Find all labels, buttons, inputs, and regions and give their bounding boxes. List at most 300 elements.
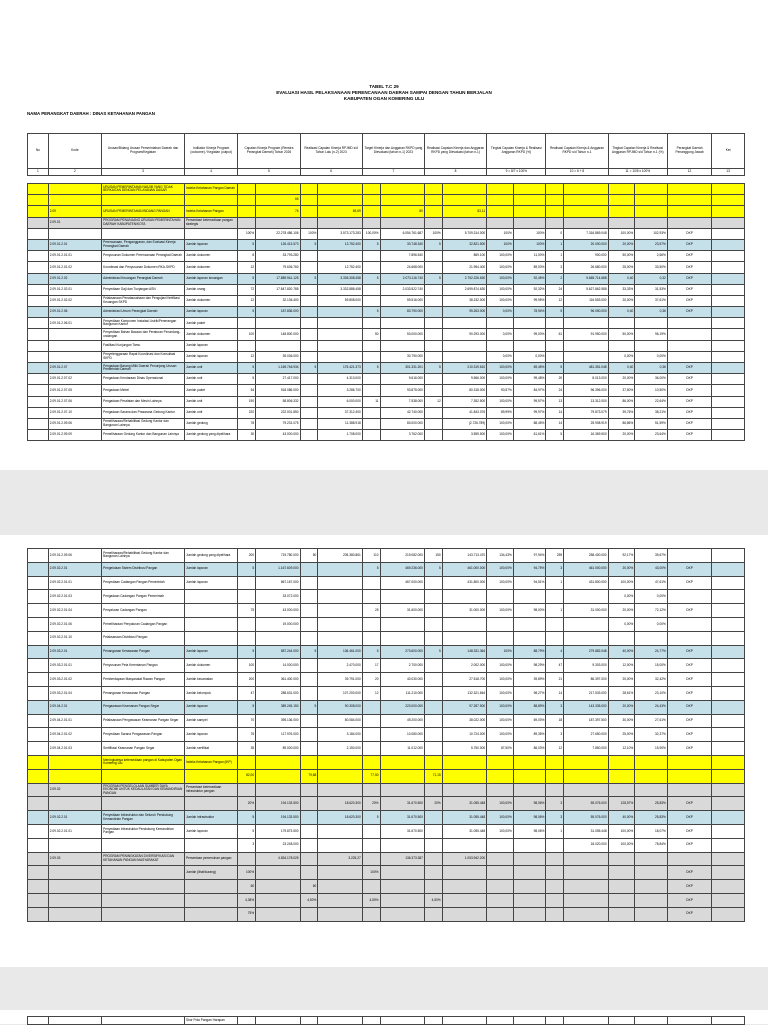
table-row [28, 396, 745, 407]
note-cell [712, 351, 745, 362]
value-cell: 100,00% [487, 811, 514, 825]
value-cell: 6.054.761.687 [380, 228, 424, 239]
code-cell: 2.09.01.2.07 [48, 363, 101, 374]
value-cell: 40,00% [608, 811, 635, 825]
value-cell [256, 866, 300, 880]
value-cell: 100 [238, 659, 256, 673]
value-cell [564, 893, 608, 907]
row-number-cell [28, 407, 49, 418]
table-row [28, 576, 745, 590]
value-cell [256, 783, 300, 797]
value-cell [300, 217, 318, 228]
value-cell: 20,00% [608, 562, 635, 576]
value-cell: 1 [546, 604, 564, 618]
value-cell: 99,97% [513, 407, 546, 418]
value-cell [424, 673, 442, 687]
value-cell [608, 217, 635, 228]
value-cell: 90,57% [487, 385, 514, 396]
value-cell: 24,43% [635, 700, 668, 714]
program-name-cell: Pengadaan Cadangan Pangan Pemerintah [102, 590, 185, 604]
row-number-cell [28, 340, 49, 351]
value-cell [424, 206, 442, 217]
value-cell [487, 866, 514, 880]
table-row [28, 880, 745, 894]
value-cell [300, 576, 318, 590]
header-cell: Realisasi Capaian Kinerja & Anggaran RKPD s/d Tahun n-1 [546, 134, 608, 169]
value-cell: 32.821.500 [442, 239, 486, 250]
value-cell: 53.000.000 [380, 329, 424, 340]
value-cell [442, 631, 486, 645]
program-name-cell: Pemeliharaan Penyaluran Cadangan Pangan [102, 617, 185, 631]
code-cell: 2.09.01.2.06 [48, 307, 101, 318]
responsible-unit-cell: DKP [667, 880, 711, 894]
program-name-cell [102, 1017, 185, 1025]
note-cell [712, 228, 745, 239]
note-cell [712, 206, 745, 217]
value-cell: 38,21% [635, 407, 668, 418]
responsible-unit-cell [667, 852, 711, 866]
value-cell: 2.033.522.740 [380, 284, 424, 295]
value-cell: 0,00% [608, 351, 635, 362]
row-number-cell [28, 1017, 49, 1025]
indicator-cell [185, 838, 238, 852]
value-cell: 39,67% [635, 549, 668, 563]
value-cell [546, 631, 564, 645]
value-cell [513, 217, 546, 228]
value-cell [362, 184, 380, 195]
row-number-cell [28, 783, 49, 797]
value-cell [362, 407, 380, 418]
value-cell: 3 [546, 728, 564, 742]
value-cell [635, 318, 668, 329]
indicator-cell: Jumlah infrastruktur [185, 811, 238, 825]
value-cell [546, 184, 564, 195]
value-cell [424, 284, 442, 295]
value-cell [635, 184, 668, 195]
value-cell: 100,00% [487, 295, 514, 306]
value-cell [442, 340, 486, 351]
indicator-cell: Indeks Ketahanan Pangan [185, 206, 238, 217]
value-cell: 28,61% [608, 686, 635, 700]
code-cell [48, 893, 101, 907]
value-cell: 2.470.000 [318, 659, 362, 673]
value-cell [546, 340, 564, 351]
value-cell [424, 430, 442, 441]
value-cell: 83.000.000 [380, 418, 424, 429]
value-cell: 20.000.000 [564, 239, 608, 250]
row-number-cell [28, 824, 49, 838]
header-number: 7 [362, 169, 424, 176]
table-row [28, 206, 745, 217]
value-cell: 71,15 [424, 769, 442, 783]
value-cell [608, 880, 635, 894]
value-cell [513, 318, 546, 329]
value-cell: 95.263.000 [442, 307, 486, 318]
value-cell: 78,94% [513, 307, 546, 318]
value-cell [256, 318, 300, 329]
value-cell: 20% [424, 797, 442, 811]
value-cell: 100,00% [487, 363, 514, 374]
table-row [28, 866, 745, 880]
value-cell: 76 [238, 728, 256, 742]
value-cell: 72 [238, 284, 256, 295]
value-cell: 88,79% [513, 645, 546, 659]
table-row [28, 604, 745, 618]
value-cell: 89,00% [513, 262, 546, 273]
value-cell [424, 262, 442, 273]
responsible-unit-cell [667, 590, 711, 604]
code-cell [48, 769, 101, 783]
table-row [28, 284, 745, 295]
program-name-cell [102, 195, 185, 206]
value-cell: 99,00% [513, 329, 546, 340]
value-cell [424, 374, 442, 385]
value-cell: 18,07% [635, 824, 668, 838]
code-cell: 2.09.02.2.01 [48, 811, 101, 825]
value-cell: 100% [487, 239, 514, 250]
value-cell [546, 206, 564, 217]
table-row [28, 562, 745, 576]
value-cell: 86,86% [608, 418, 635, 429]
value-cell [608, 907, 635, 921]
value-cell: 5 [362, 645, 380, 659]
value-cell [564, 184, 608, 195]
value-cell: 12 [362, 686, 380, 700]
value-cell: 134,43% [487, 549, 514, 563]
value-cell [424, 811, 442, 825]
value-cell [238, 184, 256, 195]
note-cell [712, 700, 745, 714]
note-cell [712, 430, 745, 441]
value-cell [564, 195, 608, 206]
value-cell: 100,00% [362, 228, 380, 239]
value-cell [608, 1017, 635, 1025]
value-cell [256, 880, 300, 894]
value-cell [300, 659, 318, 673]
value-cell: 200 [238, 673, 256, 687]
value-cell [546, 893, 564, 907]
value-cell: 0,40 [608, 307, 635, 318]
value-cell [318, 217, 362, 228]
code-cell [48, 907, 101, 921]
value-cell: 21.954.400 [442, 262, 486, 273]
value-cell [635, 893, 668, 907]
code-cell [48, 755, 101, 769]
indicator-cell: Jumlah dokumen [185, 251, 238, 262]
header-cell: Realisasi Capaian Kinerja RPJMD s/d Tahun Lalu (n-2) 2023 [300, 134, 362, 169]
note-cell [712, 907, 745, 921]
row-number-cell [28, 239, 49, 250]
value-cell: 100,00% [487, 673, 514, 687]
value-cell [424, 576, 442, 590]
row-number-cell [28, 284, 49, 295]
value-cell [424, 295, 442, 306]
value-cell: 100,00% [487, 251, 514, 262]
value-cell [513, 184, 546, 195]
value-cell: 23,10% [635, 686, 668, 700]
value-cell: 86,03% [513, 742, 546, 756]
value-cell: 5 [238, 562, 256, 576]
value-cell [318, 880, 362, 894]
value-cell: 25,00% [608, 262, 635, 273]
value-cell: 38.232.000 [442, 295, 486, 306]
value-cell: 4.834.178.025 [256, 852, 300, 866]
value-cell: 20,00% [608, 700, 635, 714]
value-cell: 100,00% [487, 659, 514, 673]
responsible-unit-cell [667, 318, 711, 329]
table-row [28, 430, 745, 441]
row-number-cell [28, 590, 49, 604]
value-cell [424, 866, 442, 880]
value-cell: 59.808.000 [318, 295, 362, 306]
program-name-cell [102, 228, 185, 239]
value-cell: 116.553.000 [564, 295, 608, 306]
value-cell: 0,40 [608, 273, 635, 284]
value-cell [487, 184, 514, 195]
value-cell: 8.013.000 [564, 374, 608, 385]
value-cell: 150 [424, 549, 442, 563]
value-cell [546, 617, 564, 631]
value-cell: 98,27% [513, 686, 546, 700]
header-cell: Perangkat Daerah Penanggung Jawab [667, 134, 711, 169]
value-cell [487, 340, 514, 351]
value-cell: 900.000 [564, 251, 608, 262]
value-cell: 10.724.000 [442, 728, 486, 742]
value-cell: 11.388.918 [318, 418, 362, 429]
value-cell: 25,83% [635, 811, 668, 825]
value-cell [546, 755, 564, 769]
title-line-1: TABEL T.C 29 [369, 84, 399, 89]
value-cell: 17.847.820.785 [256, 284, 300, 295]
value-cell [300, 307, 318, 318]
indicator-cell: Jumlah orang [185, 284, 238, 295]
value-cell [564, 631, 608, 645]
value-cell [362, 217, 380, 228]
value-cell [380, 769, 424, 783]
value-cell: 31.000.000 [442, 604, 486, 618]
program-name-cell: Pemberdayaan Masyarakat Rawan Pangan [102, 673, 185, 687]
responsible-unit-cell: DKP [667, 824, 711, 838]
value-cell [300, 407, 318, 418]
row-number-cell [28, 797, 49, 811]
code-cell: 2.09.04.2.01.01 [48, 714, 101, 728]
value-cell: 867.167.000 [256, 576, 300, 590]
value-cell [608, 852, 635, 866]
program-name-cell: Penyusunan Dokumen Perencanaan Perangkat Daerah [102, 251, 185, 262]
value-cell [635, 206, 668, 217]
value-cell: 13 [546, 396, 564, 407]
value-cell [238, 340, 256, 351]
value-cell: 3 [546, 562, 564, 576]
row-number-cell [28, 631, 49, 645]
value-cell: 5 [300, 239, 318, 250]
value-cell [362, 714, 380, 728]
value-cell: 31.055.448 [442, 811, 486, 825]
value-cell: 136.461.000 [318, 645, 362, 659]
value-cell: 89.000.000 [256, 742, 300, 756]
value-cell [513, 617, 546, 631]
value-cell: 0,00% [487, 329, 514, 340]
value-cell: 97,94% [513, 549, 546, 563]
value-cell [442, 769, 486, 783]
indicator-cell: Jumlah laporan [185, 576, 238, 590]
value-cell: 47,61% [635, 576, 668, 590]
value-cell [362, 617, 380, 631]
value-cell [487, 907, 514, 921]
value-cell: 5 [362, 363, 380, 374]
note-cell [712, 893, 745, 907]
value-cell: 37,61% [635, 295, 668, 306]
value-cell [318, 1017, 362, 1025]
value-cell: 90.308.000 [318, 700, 362, 714]
value-cell [238, 783, 256, 797]
value-cell: 31,53% [635, 284, 668, 295]
code-cell [48, 195, 101, 206]
value-cell [635, 880, 668, 894]
value-cell: 187.836.000 [256, 307, 300, 318]
row-number-cell [28, 396, 49, 407]
value-cell: 5 [362, 811, 380, 825]
responsible-unit-cell: DKP [667, 273, 711, 284]
value-cell: 20,00% [608, 604, 635, 618]
note-cell [712, 262, 745, 273]
program-name-cell [102, 880, 185, 894]
value-cell: 5 [424, 239, 442, 250]
note-cell [712, 852, 745, 866]
value-cell: 32.136.400 [256, 295, 300, 306]
value-cell: 13.312.000 [564, 396, 608, 407]
value-cell [546, 880, 564, 894]
table-row [28, 590, 745, 604]
value-cell: 24 [546, 284, 564, 295]
responsible-unit-cell [667, 755, 711, 769]
row-number-cell [28, 714, 49, 728]
value-cell [635, 340, 668, 351]
indicator-cell [185, 797, 238, 811]
value-cell [300, 374, 318, 385]
value-cell: 148.800.000 [256, 329, 300, 340]
program-name-cell: Penyediaan Sarana Pengawasan Pangan [102, 728, 185, 742]
row-number-cell [28, 659, 49, 673]
value-cell [424, 307, 442, 318]
value-cell: 0,32 [635, 273, 668, 284]
value-cell: 126.413.573 [256, 239, 300, 250]
value-cell: 100,00% [487, 418, 514, 429]
indicator-cell [185, 590, 238, 604]
value-cell: 11,00% [513, 251, 546, 262]
table-row [28, 273, 745, 284]
value-cell [564, 880, 608, 894]
value-cell: 5 [238, 239, 256, 250]
value-cell [424, 728, 442, 742]
table-row [28, 195, 745, 206]
table-row [28, 838, 745, 852]
value-cell: 92,17% [608, 549, 635, 563]
header-cell: Urusan/Bidang Urusan Pemerintahan Daerah dan Program/Kegiatan [102, 134, 185, 169]
indicator-cell: Jumlah gedung [185, 418, 238, 429]
program-name-cell: PROGRAM PENGELOLAAN SUMBER DAYA EKONOMI UNTUK KEDAULATAN DAN KEMANDIRIAN PANGAN [102, 783, 185, 797]
value-cell [424, 195, 442, 206]
value-cell: 30.790.000 [380, 351, 424, 362]
code-cell: 2.09.01.2.07.10 [48, 407, 101, 418]
value-cell [442, 880, 486, 894]
responsible-unit-cell: DKP [667, 907, 711, 921]
value-cell: 88,89% [513, 700, 546, 714]
value-cell: 100,00% [487, 262, 514, 273]
value-cell: 93.875.000 [380, 385, 424, 396]
value-cell [513, 769, 546, 783]
value-cell: 143.713.470 [442, 549, 486, 563]
value-cell [238, 631, 256, 645]
value-cell [380, 907, 424, 921]
table-row [28, 385, 745, 396]
code-cell: 2.09 [48, 206, 101, 217]
value-cell: 111.210.000 [380, 686, 424, 700]
value-cell [424, 407, 442, 418]
value-cell [424, 318, 442, 329]
value-cell: 22.278.486.106 [256, 228, 300, 239]
value-cell [424, 742, 442, 756]
header-number: 1 [28, 169, 49, 176]
value-cell: 15,90% [635, 742, 668, 756]
header-cell: Kode [48, 134, 101, 169]
row-number-cell [28, 617, 49, 631]
value-cell: 0,36 [635, 307, 668, 318]
value-cell: 69,45% [513, 363, 546, 374]
value-cell: 41.843.076 [442, 407, 486, 418]
value-cell [362, 824, 380, 838]
value-cell [424, 329, 442, 340]
value-cell: 27.417.000 [256, 374, 300, 385]
responsible-unit-cell [667, 217, 711, 228]
value-cell [564, 351, 608, 362]
table-row [28, 251, 745, 262]
note-cell [712, 880, 745, 894]
value-cell: 40,00% [608, 645, 635, 659]
value-cell: 51,59% [635, 418, 668, 429]
value-cell [300, 631, 318, 645]
value-cell [238, 576, 256, 590]
program-name-cell: Pelaksanaan Penatausahaan dan Pengujian/Verifikasi Keuangan SKPD [102, 295, 185, 306]
value-cell [318, 631, 362, 645]
value-cell: 3.184.000 [318, 728, 362, 742]
program-name-cell: Meningkatnya ketersediaan pangan di Kabupaten Ogan Komering Ulu [102, 755, 185, 769]
value-cell: 11 [362, 396, 380, 407]
table-row [28, 318, 745, 329]
note-cell [712, 307, 745, 318]
indicator-cell: Jumlah laporan [185, 700, 238, 714]
value-cell: 100% [238, 866, 256, 880]
value-cell [487, 206, 514, 217]
note-cell [712, 363, 745, 374]
value-cell: 5.750.000 [442, 742, 486, 756]
row-number-cell [28, 852, 49, 866]
note-cell [712, 838, 745, 852]
value-cell: 219.082.000 [380, 549, 424, 563]
program-name-cell: Pengadaan Peralatan dan Mesin Lainnya [102, 396, 185, 407]
value-cell [300, 340, 318, 351]
indicator-cell: Jumlah laporan [185, 239, 238, 250]
program-name-cell: PROGRAM PENINGKATAN DIVERSIFIKASI DAN KETAHANAN PANGAN MASYARAKAT [102, 852, 185, 866]
indicator-cell: Persentase ketersediaan infrastruktur pangan [185, 783, 238, 797]
value-cell: 98,00% [513, 604, 546, 618]
code-cell: 2.09.02.2.01.04 [48, 604, 101, 618]
value-cell: (2.726.789) [442, 418, 486, 429]
table-row [28, 797, 745, 811]
value-cell: 0,00% [513, 351, 546, 362]
value-cell: 0,00% [608, 617, 635, 631]
responsible-unit-cell [667, 549, 711, 563]
